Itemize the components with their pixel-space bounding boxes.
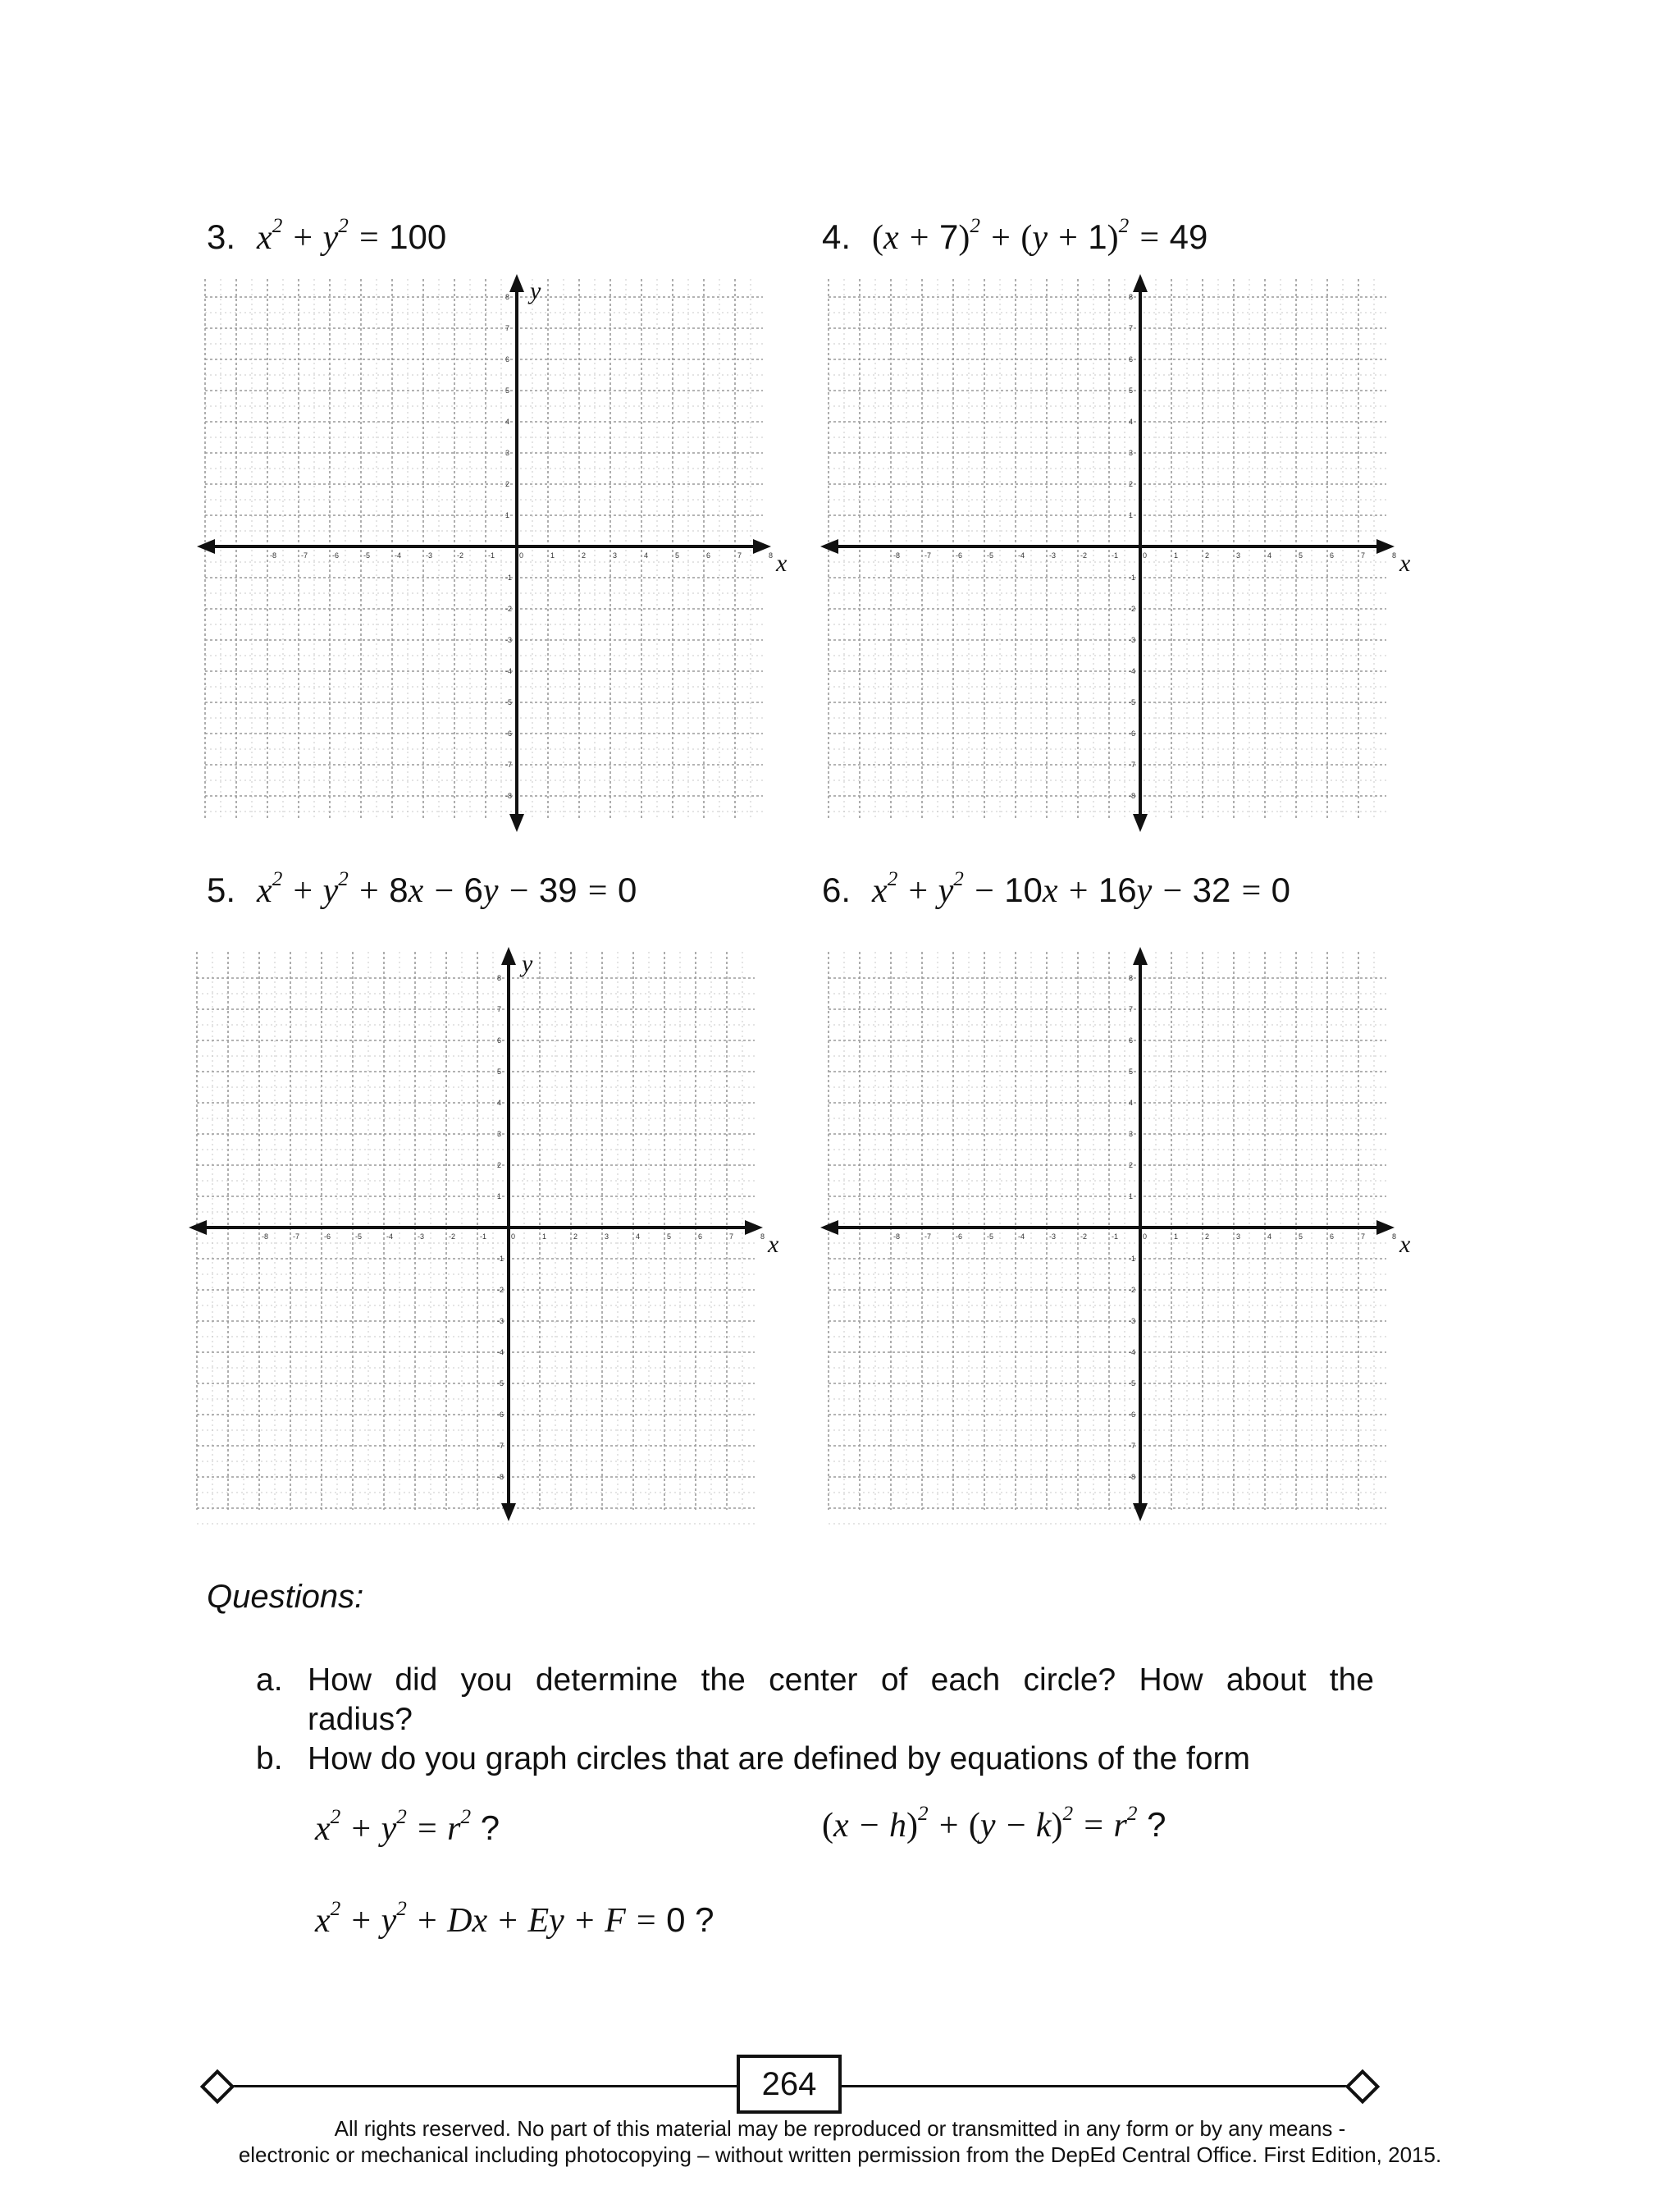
x-tick-label: -4 (395, 551, 402, 560)
y-axis-down-arrow-icon (509, 814, 524, 832)
x-tick-label: -3 (418, 1232, 425, 1241)
problem-equation: $x^2 + y^2 - 10x + 16y - 32 = 0$ (872, 867, 1291, 910)
problem-4-label (822, 214, 1208, 257)
y-tick-label: -2 (1129, 605, 1136, 613)
x-axis-left-arrow-icon (189, 1220, 207, 1235)
x-tick-label: 1 (1174, 1232, 1179, 1241)
y-axis-up-arrow-icon (1133, 274, 1148, 292)
x-tick-label: -3 (1049, 1232, 1057, 1241)
question-text (308, 1661, 1374, 1740)
y-axis-down-arrow-icon (501, 1503, 516, 1521)
y-tick-label: -4 (1129, 1348, 1136, 1356)
y-tick-label: 5 (505, 386, 510, 395)
y-tick-label: 6 (497, 1036, 502, 1045)
x-tick-label: -5 (987, 551, 994, 560)
y-tick-label: -5 (1129, 1379, 1136, 1388)
y-tick-label: -5 (497, 1379, 504, 1388)
footer-copyright-line-1: All rights reserved. No part of this material may be reproduced or transmitted in any form or by any means - (334, 2116, 1346, 2141)
x-tick-label: 8 (1392, 551, 1397, 560)
graph-6 (812, 944, 1444, 1534)
y-tick-label: 7 (1129, 324, 1134, 332)
x-axis-left-arrow-icon (820, 1220, 838, 1235)
y-tick-label: 2 (1129, 1161, 1134, 1169)
x-tick-label: -7 (924, 1232, 932, 1241)
x-tick-label: 6 (706, 551, 711, 560)
x-tick-label: 5 (1299, 1232, 1303, 1241)
problem-equation: $x^2 + y^2 = 100$ (257, 214, 447, 257)
question-letter: b. (256, 1741, 283, 1776)
x-tick-label: 7 (737, 551, 742, 560)
formula-general: $x^2 + y^2 + Dx + Ey + F = 0$ ? (315, 1897, 714, 1940)
y-tick-label: 6 (1129, 1036, 1134, 1045)
y-tick-label: -3 (1129, 1317, 1136, 1325)
x-tick-label: 0 (519, 551, 524, 560)
y-tick-label: -8 (497, 1473, 504, 1481)
x-tick-label: 2 (1205, 551, 1210, 560)
problem-number: 3. (207, 217, 236, 256)
x-tick-label: -6 (324, 1232, 331, 1241)
x-tick-label: -7 (301, 551, 308, 560)
graph-3 (189, 271, 820, 845)
x-tick-label: 4 (636, 1232, 641, 1241)
y-tick-label: -1 (1129, 574, 1136, 582)
question-text: How do you graph circles that are defined by equations of the form (308, 1741, 1250, 1776)
x-tick-label: 0 (1143, 1232, 1148, 1241)
y-tick-label: 3 (505, 449, 510, 457)
problem-equation: $(x + 7)^2 + (y + 1)^2 = 49$ (872, 214, 1208, 257)
problem-number: 6. (822, 871, 851, 909)
x-tick-label: 8 (769, 551, 774, 560)
y-axis-down-arrow-icon (1133, 814, 1148, 832)
x-tick-label: 6 (1330, 1232, 1335, 1241)
y-axis-up-arrow-icon (1133, 947, 1148, 965)
y-tick-label: -1 (497, 1255, 504, 1263)
footer-diamond-right-icon (1345, 2069, 1380, 2104)
y-tick-label: 5 (497, 1068, 502, 1076)
y-tick-label: 7 (497, 1005, 502, 1013)
y-tick-label: -8 (505, 792, 513, 800)
y-tick-label: 6 (505, 355, 510, 363)
problem-6-label (822, 867, 1291, 910)
x-tick-label: -6 (332, 551, 340, 560)
problem-3-label (207, 214, 447, 257)
x-tick-label: 1 (542, 1232, 547, 1241)
problem-equation: $x^2 + y^2 + 8x - 6y - 39 = 0$ (257, 867, 637, 910)
y-tick-label: 4 (505, 418, 510, 426)
x-tick-label: -2 (449, 1232, 456, 1241)
y-tick-label: -1 (1129, 1255, 1136, 1263)
x-tick-label: 7 (729, 1232, 734, 1241)
y-tick-label: 1 (1129, 1192, 1134, 1200)
grid-lines (205, 279, 763, 821)
y-axis-up-arrow-icon (509, 274, 524, 292)
y-tick-label: -7 (505, 761, 513, 769)
y-axis-letter: y (522, 950, 533, 977)
footer-rule-left (221, 2085, 738, 2087)
footer-rule-right (840, 2085, 1355, 2087)
y-tick-label: -5 (505, 698, 513, 706)
y-tick-label: 7 (505, 324, 510, 332)
y-tick-label: 3 (497, 1130, 502, 1138)
x-tick-label: -6 (956, 1232, 963, 1241)
y-tick-label: 7 (1129, 1005, 1134, 1013)
y-tick-label: 6 (1129, 355, 1134, 363)
x-tick-label: 5 (1299, 551, 1303, 560)
y-tick-label: -2 (497, 1286, 504, 1294)
x-tick-label: -2 (1080, 551, 1088, 560)
x-tick-label: -5 (987, 1232, 994, 1241)
page-number: 264 (737, 2055, 842, 2114)
x-tick-label: 8 (760, 1232, 765, 1241)
x-axis-letter: x (1399, 550, 1411, 577)
x-tick-label: 4 (644, 551, 649, 560)
y-tick-label: -3 (1129, 636, 1136, 644)
y-tick-label: 1 (1129, 511, 1134, 519)
y-tick-label: -1 (505, 574, 513, 582)
x-tick-label: 1 (1174, 551, 1179, 560)
questions-heading: Questions: (207, 1579, 364, 1615)
x-tick-label: 0 (511, 1232, 516, 1241)
x-axis-letter: x (768, 1231, 779, 1258)
x-tick-label: -7 (924, 551, 932, 560)
x-tick-label: 4 (1267, 1232, 1272, 1241)
x-tick-label: -1 (488, 551, 495, 560)
y-tick-label: 8 (497, 974, 502, 982)
y-tick-label: 5 (1129, 1068, 1134, 1076)
x-tick-label: -8 (893, 551, 901, 560)
x-axis-letter: x (1399, 1231, 1411, 1258)
y-tick-label: -5 (1129, 698, 1136, 706)
problem-number: 5. (207, 871, 236, 909)
x-tick-label: 6 (698, 1232, 703, 1241)
x-tick-label: 5 (667, 1232, 672, 1241)
x-axis-left-arrow-icon (197, 539, 215, 554)
y-tick-label: 1 (497, 1192, 502, 1200)
x-tick-label: -1 (480, 1232, 487, 1241)
question-line: radius? (308, 1702, 413, 1737)
x-tick-label: -3 (1049, 551, 1057, 560)
y-tick-label: -6 (505, 729, 513, 738)
x-tick-label: 2 (582, 551, 587, 560)
x-tick-label: 2 (1205, 1232, 1210, 1241)
x-tick-label: 7 (1361, 1232, 1366, 1241)
x-tick-label: 3 (1236, 551, 1241, 560)
x-tick-label: 4 (1267, 551, 1272, 560)
x-tick-label: -4 (1018, 1232, 1025, 1241)
y-tick-label: 5 (1129, 386, 1134, 395)
y-tick-label: -6 (1129, 729, 1136, 738)
problem-number: 4. (822, 217, 851, 256)
y-axis-down-arrow-icon (1133, 1503, 1148, 1521)
y-tick-label: -4 (505, 667, 513, 675)
problem-5-label (207, 867, 637, 910)
y-tick-label: -4 (497, 1348, 504, 1356)
x-tick-label: -8 (262, 1232, 269, 1241)
x-tick-label: 3 (613, 551, 618, 560)
y-tick-label: -6 (497, 1410, 504, 1419)
graph-4 (812, 271, 1444, 845)
formula-standard-center: $(x - h)^2 + (y - k)^2 = r^2$ ? (822, 1802, 1166, 1845)
y-tick-label: 8 (1129, 293, 1134, 301)
y-tick-label: 3 (1129, 1130, 1134, 1138)
x-tick-label: 2 (573, 1232, 578, 1241)
y-tick-label: -6 (1129, 1410, 1136, 1419)
y-tick-label: 3 (1129, 449, 1134, 457)
x-tick-label: -3 (426, 551, 433, 560)
y-tick-label: -7 (497, 1442, 504, 1450)
y-tick-label: -7 (1129, 1442, 1136, 1450)
x-tick-label: -1 (1112, 1232, 1119, 1241)
y-tick-label: -2 (505, 605, 513, 613)
grid-lines (829, 279, 1386, 821)
x-tick-label: -5 (363, 551, 371, 560)
footer-copyright-line-2: electronic or mechanical including photocopying – without written permission from the DepEd Central Office. First Edition, 2015. (238, 2142, 1442, 2167)
y-tick-label: -4 (1129, 667, 1136, 675)
x-tick-label: 3 (605, 1232, 609, 1241)
x-tick-label: -8 (893, 1232, 901, 1241)
x-tick-label: 6 (1330, 551, 1335, 560)
y-tick-label: -2 (1129, 1286, 1136, 1294)
y-tick-label: 4 (1129, 418, 1134, 426)
y-tick-label: 4 (1129, 1099, 1134, 1107)
y-tick-label: 2 (505, 480, 510, 488)
x-tick-label: -4 (386, 1232, 394, 1241)
x-tick-label: -8 (270, 551, 277, 560)
y-axis-up-arrow-icon (501, 947, 516, 965)
x-tick-label: 0 (1143, 551, 1148, 560)
x-tick-label: 5 (675, 551, 680, 560)
y-tick-label: -3 (505, 636, 513, 644)
y-tick-label: 2 (1129, 480, 1134, 488)
x-axis-left-arrow-icon (820, 539, 838, 554)
x-tick-label: -6 (956, 551, 963, 560)
formula-standard-origin: $x^2 + y^2 = r^2$ ? (315, 1805, 500, 1848)
x-tick-label: -2 (1080, 1232, 1088, 1241)
y-tick-label: -7 (1129, 761, 1136, 769)
y-tick-label: 1 (505, 511, 510, 519)
y-tick-label: 8 (1129, 974, 1134, 982)
graph-5 (180, 944, 812, 1534)
y-tick-label: -8 (1129, 1473, 1136, 1481)
x-tick-label: 3 (1236, 1232, 1241, 1241)
x-tick-label: 1 (550, 551, 555, 560)
y-axis-letter: y (530, 277, 541, 304)
x-tick-label: -1 (1112, 551, 1119, 560)
footer-diamond-left-icon (200, 2069, 235, 2104)
question-line: How did you determine the center of each circle? How about the (308, 1662, 1374, 1698)
x-tick-label: -5 (355, 1232, 363, 1241)
x-axis-letter: x (776, 550, 788, 577)
y-tick-label: -8 (1129, 792, 1136, 800)
x-tick-label: -7 (293, 1232, 300, 1241)
x-tick-label: -4 (1018, 551, 1025, 560)
y-tick-label: 4 (497, 1099, 502, 1107)
question-letter: a. (256, 1662, 283, 1698)
y-tick-label: 8 (505, 293, 510, 301)
y-tick-label: 2 (497, 1161, 502, 1169)
x-tick-label: 8 (1392, 1232, 1397, 1241)
y-tick-label: -3 (497, 1317, 504, 1325)
x-tick-label: -2 (457, 551, 464, 560)
x-tick-label: 7 (1361, 551, 1366, 560)
